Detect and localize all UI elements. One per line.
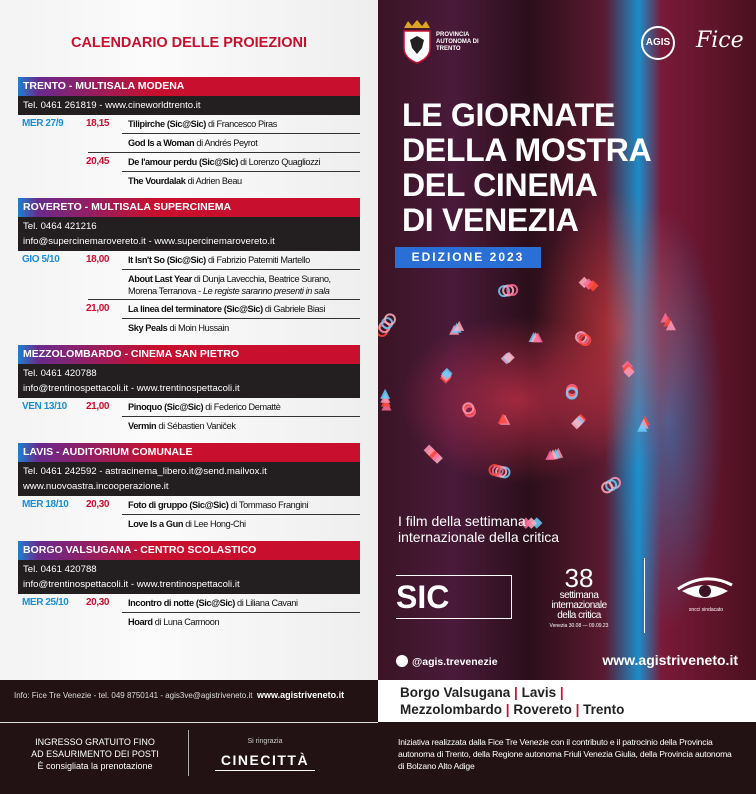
film-director: di Andrés Peyrot (194, 138, 258, 148)
screening-row (18, 172, 360, 191)
film-director: di Lorenzo Quagliozzi (238, 157, 321, 167)
cinecitta-logo: CINECITTÀ (215, 752, 315, 771)
film-title: It Isn't So (Sic@Sic) (128, 255, 206, 265)
subtitle-line: I film della settimana (398, 513, 526, 529)
festival-dates: Venezia 30.08 — 09.09.23 (549, 623, 609, 629)
poster-subtitle (398, 513, 559, 545)
film-info (124, 401, 360, 413)
screening-date: GIO 5/10 (22, 254, 60, 265)
title-line: LE GIORNATE (402, 97, 615, 133)
film-info (124, 303, 360, 315)
logo-line: internazionale (551, 600, 607, 611)
screening-row (18, 115, 360, 134)
calendar-title: CALENDARIO DELLE PROIEZIONI (70, 35, 308, 51)
info-text: Info: Fice Tre Venezie - tel. 049 8750141 - agis3ve@agistriveneto.it (14, 691, 253, 700)
venue-contacts (18, 96, 360, 115)
screening-row (18, 515, 360, 534)
film-title: Sky Peals (128, 323, 168, 333)
screening-date: MER 27/9 (22, 118, 64, 129)
agis-logo: AGIS (641, 26, 675, 60)
contact-line: info@supercinemarovereto.it - www.supercinemarovereto.it (23, 236, 275, 247)
screening-row (18, 153, 360, 172)
film-note: Le registe saranno presenti in sala (202, 286, 330, 296)
thanks-label: Si ringrazia (247, 738, 283, 745)
facebook-icon (396, 655, 408, 667)
website-link[interactable]: www.agistriveneto.it (602, 652, 738, 668)
province-crest-icon (400, 18, 434, 64)
film-info (124, 597, 360, 609)
film-title: The Vourdalak (128, 176, 186, 186)
screening-time: 20,30 (86, 499, 110, 510)
divider (188, 730, 189, 776)
social-link[interactable] (396, 655, 498, 669)
screening-time: 18,00 (86, 254, 110, 265)
title-line: DELLA MOSTRA (402, 132, 652, 168)
free-entry-note (25, 736, 165, 772)
venue-contacts (18, 217, 360, 251)
screening-time: 20,45 (86, 156, 110, 167)
screening-row (18, 319, 360, 338)
fice-logo: Fice (696, 28, 744, 53)
divider (644, 558, 645, 633)
film-info (124, 175, 360, 187)
film-info (124, 499, 360, 511)
divider (0, 722, 378, 723)
city: Rovereto (513, 702, 572, 717)
venue-header: LAVIS - AUDITORIUM COMUNALE (18, 443, 360, 462)
city: Mezzolombardo (400, 702, 503, 717)
venue-header: MEZZOLOMBARDO - CINEMA SAN PIETRO (18, 345, 360, 364)
film-title: Foto di gruppo (Sic@Sic) (128, 500, 229, 510)
free-entry-line: INGRESSO GRATUITO FINO (35, 737, 155, 747)
venue-section (18, 198, 360, 338)
screening-date: VEN 13/10 (22, 401, 67, 412)
sponsor-logos (400, 18, 744, 68)
title-line: DEL CINEMA (402, 167, 598, 203)
screening-time: 21,00 (86, 303, 110, 314)
info-line (14, 690, 369, 701)
film-title: About Last Year (128, 274, 192, 284)
venue-contacts (18, 364, 360, 398)
subtitle-line: internazionale della critica (398, 529, 560, 545)
contact-line: info@trentinospettacoli.it - www.trentinospettacoli.it (23, 579, 240, 590)
film-director: di Adrien Beau (185, 176, 242, 186)
screening-time: 21,00 (86, 401, 110, 412)
screening-date: MER 25/10 (22, 597, 69, 608)
screening-time: 20,30 (86, 597, 110, 608)
screening-row (18, 251, 360, 270)
free-entry-line: AD ESAURIMENTO DEI POSTI (31, 749, 159, 759)
film-director: di Lee Hong-Chi (183, 519, 246, 529)
screening-row (18, 300, 360, 319)
venue-section (18, 541, 360, 632)
screening-row (18, 496, 360, 515)
edition-badge: EDIZIONE 2023 (395, 247, 541, 268)
film-director: di Fabrizio Paterniti Martello (205, 255, 310, 265)
venue-header: TRENTO - MULTISALA MODENA (18, 77, 360, 96)
contact-line: Tel. 0464 421216 (23, 221, 97, 232)
right-footer (378, 680, 756, 794)
film-info (124, 518, 360, 530)
venue-section (18, 345, 360, 436)
film-title: Pinoquo (Sic@Sic) (128, 402, 204, 412)
screening-date: MER 18/10 (22, 499, 69, 510)
film-info (124, 118, 360, 130)
film-title: Tilipirche (Sic@Sic) (128, 119, 206, 129)
film-info (124, 616, 360, 628)
film-title: Vermin (128, 421, 157, 431)
venue-header: ROVERETO - MULTISALA SUPERCINEMA (18, 198, 360, 217)
film-title: Incontro di notte (Sic@Sic) (128, 598, 235, 608)
logo-line: settimana (559, 590, 599, 601)
sncci-logo-text: sncci sindacato (688, 607, 724, 613)
contact-line: www.nuovoastra.incooperazione.it (23, 481, 169, 492)
film-info (124, 273, 360, 297)
film-info (124, 254, 360, 266)
social-handle: @agis.trevenezie (412, 656, 498, 668)
province-logo-text: PROVINCIA AUTONOMA DI TRENTO (436, 32, 479, 52)
screening-row (18, 417, 360, 436)
film-director: di Sébastien Vaniček (156, 421, 236, 431)
film-info (124, 322, 360, 334)
left-footer (0, 680, 378, 794)
film-info (124, 420, 360, 432)
film-director: di Francesco Piras (205, 119, 277, 129)
website-link[interactable]: www.agistriveneto.it (256, 690, 345, 700)
city: Borgo Valsugana (400, 685, 511, 700)
film-title: Hoard (128, 617, 153, 627)
film-title: La linea del terminatore (Sic@Sic) (128, 304, 263, 314)
venue-section (18, 443, 360, 534)
film-title: Love Is a Gun (128, 519, 184, 529)
settimana-critica-logo (534, 565, 624, 630)
film-director: di Moin Hussain (167, 323, 229, 333)
venue-contacts (18, 560, 360, 594)
screening-row (18, 613, 360, 632)
logo-line: della critica (557, 610, 601, 621)
film-info (124, 137, 360, 149)
eye-logo-icon (674, 575, 736, 605)
cities-list: Borgo Valsugana | Lavis | Mezzolombardo | Rovereto | Trento (400, 685, 625, 717)
film-director: di Tommaso Frangini (228, 500, 309, 510)
pattern-symbol-icon (380, 389, 390, 399)
screening-row (18, 270, 360, 300)
film-title: De l'amour perdu (Sic@Sic) (128, 157, 238, 167)
contact-line: info@trentinospettacoli.it - www.trentinospettacoli.it (23, 383, 240, 394)
screening-time: 18,15 (86, 118, 110, 129)
film-director: di Luna Carmoon (152, 617, 220, 627)
booking-advice: È consigliata la prenotazione (37, 761, 153, 771)
film-info (124, 156, 360, 168)
venue-sections (18, 77, 360, 632)
poster-title (402, 98, 651, 238)
film-director: di Gabriele Biasi (262, 304, 325, 314)
title-line: DI VENEZIA (402, 202, 579, 238)
contact-line: Tel. 0461 261819 - www.cineworldtrento.it (23, 100, 201, 111)
contact-line: Tel. 0461 242592 - astracinema_libero.it@send.mailvox.it (23, 466, 267, 477)
contact-line: Tel. 0461 420788 (23, 368, 97, 379)
screening-row (18, 134, 360, 153)
venue-contacts (18, 462, 360, 496)
poster-panel (378, 0, 756, 680)
film-director: di Liliana Cavani (234, 598, 298, 608)
screening-row (18, 594, 360, 613)
sic-logo: SIC (396, 575, 512, 619)
calendar-panel (0, 0, 378, 680)
edition-number: 38 (564, 563, 594, 593)
venue-section (18, 77, 360, 191)
contact-line: Tel. 0461 420788 (23, 564, 97, 575)
city: Trento (583, 702, 625, 717)
film-director: di Federico Demattè (203, 402, 281, 412)
film-title: God Is a Woman (128, 138, 195, 148)
screening-row (18, 398, 360, 417)
credits-text: Iniziativa realizzata dalla Fice Tre Venezie con il contributo e il patrocinio della Provincia autonoma di Trento, della Regione autonoma Friuli Venezia Giulia, della Provincia autonoma di Bolzano Alto Adige (378, 722, 756, 794)
city: Lavis (521, 685, 557, 700)
venue-header: BORGO VALSUGANA - CENTRO SCOLASTICO (18, 541, 360, 560)
film-director: di Dunja Lavecchia, Beatrice Surano, Morena Terranova - (128, 274, 331, 296)
